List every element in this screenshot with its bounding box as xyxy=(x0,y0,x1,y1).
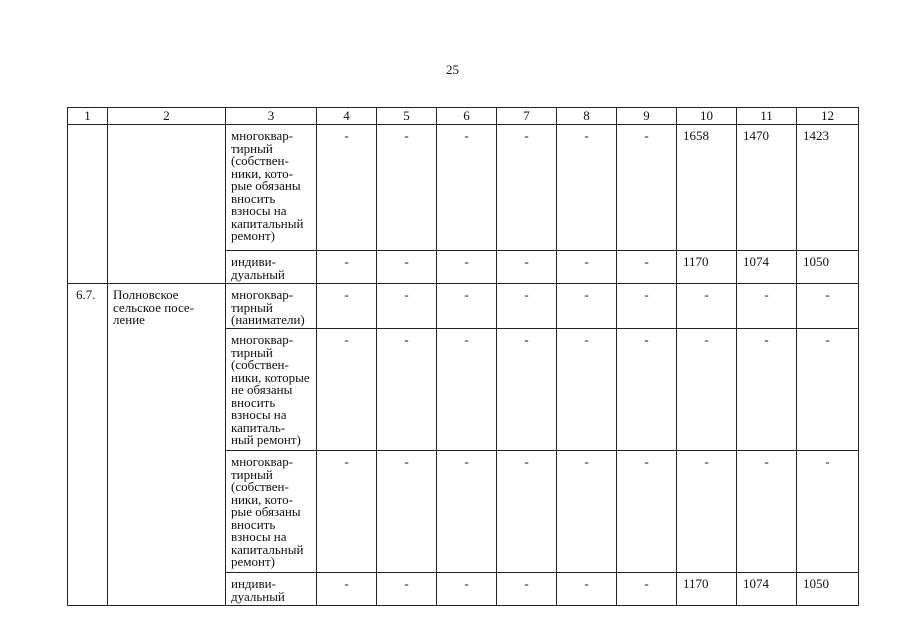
value-cell: - xyxy=(497,284,557,329)
value-cell: - xyxy=(737,284,797,329)
value-cell: - xyxy=(557,284,617,329)
housing-type-cell: многоквар- тирный (собствен- ники, которые не обязаны вносить взносы на капиталь- ный ремонт) xyxy=(226,329,317,451)
header-cell: 9 xyxy=(617,108,677,125)
header-cell: 5 xyxy=(377,108,437,125)
row-number-cell xyxy=(68,125,108,284)
value-cell: - xyxy=(557,329,617,451)
value-cell: 1170 xyxy=(677,573,737,606)
value-cell: - xyxy=(617,251,677,284)
value-cell: - xyxy=(497,329,557,451)
value-cell: 1658 xyxy=(677,125,737,251)
value-cell: - xyxy=(797,329,859,451)
header-cell: 1 xyxy=(68,108,108,125)
header-cell: 7 xyxy=(497,108,557,125)
value-cell: 1470 xyxy=(737,125,797,251)
value-cell: - xyxy=(557,125,617,251)
header-cell: 12 xyxy=(797,108,859,125)
value-cell: - xyxy=(737,451,797,573)
value-cell: - xyxy=(617,284,677,329)
value-cell: - xyxy=(317,125,377,251)
value-cell: - xyxy=(437,451,497,573)
value-cell: 1050 xyxy=(797,251,859,284)
value-cell: - xyxy=(617,451,677,573)
value-cell: 1074 xyxy=(737,251,797,284)
header-cell: 4 xyxy=(317,108,377,125)
value-cell: 1423 xyxy=(797,125,859,251)
value-cell: - xyxy=(377,329,437,451)
value-cell: - xyxy=(797,451,859,573)
value-cell: 1170 xyxy=(677,251,737,284)
tariff-table xyxy=(67,107,859,606)
header-cell: 11 xyxy=(737,108,797,125)
value-cell: - xyxy=(317,573,377,606)
value-cell: - xyxy=(497,125,557,251)
value-cell: - xyxy=(557,451,617,573)
value-cell: - xyxy=(377,573,437,606)
value-cell: - xyxy=(677,329,737,451)
housing-type-cell: индиви- дуальный xyxy=(226,573,317,606)
header-cell: 10 xyxy=(677,108,737,125)
value-cell: - xyxy=(317,451,377,573)
value-cell: 1050 xyxy=(797,573,859,606)
value-cell: 1074 xyxy=(737,573,797,606)
table-row xyxy=(68,125,859,251)
value-cell: - xyxy=(617,573,677,606)
value-cell: - xyxy=(437,284,497,329)
row-number-cell: 6.7. xyxy=(68,284,108,606)
header-row xyxy=(68,108,859,125)
value-cell: - xyxy=(377,284,437,329)
value-cell: - xyxy=(317,329,377,451)
housing-type-cell: многоквар- тирный (собствен- ники, кото- рые обязаны вносить взносы на капитальный ремонт) xyxy=(226,451,317,573)
page-number: 25 xyxy=(446,62,459,77)
value-cell: - xyxy=(497,573,557,606)
value-cell: - xyxy=(497,251,557,284)
value-cell: - xyxy=(557,573,617,606)
value-cell: - xyxy=(557,251,617,284)
header-cell: 2 xyxy=(108,108,226,125)
value-cell: - xyxy=(617,329,677,451)
value-cell: - xyxy=(377,451,437,573)
table-row xyxy=(68,284,859,329)
housing-type-cell: многоквар- тирный (наниматели) xyxy=(226,284,317,329)
header-cell: 3 xyxy=(226,108,317,125)
value-cell: - xyxy=(737,329,797,451)
value-cell: - xyxy=(317,284,377,329)
value-cell: - xyxy=(437,329,497,451)
value-cell: - xyxy=(317,251,377,284)
value-cell: - xyxy=(617,125,677,251)
value-cell: - xyxy=(677,451,737,573)
value-cell: - xyxy=(677,284,737,329)
value-cell: - xyxy=(377,125,437,251)
settlement-cell xyxy=(108,125,226,284)
value-cell: - xyxy=(497,451,557,573)
value-cell: - xyxy=(377,251,437,284)
value-cell: - xyxy=(437,125,497,251)
value-cell: - xyxy=(437,573,497,606)
header-cell: 6 xyxy=(437,108,497,125)
header-cell: 8 xyxy=(557,108,617,125)
settlement-cell: Полновское сельское посе- ление xyxy=(108,284,226,606)
housing-type-cell: многоквар- тирный (собствен- ники, кото- рые обязаны вносить взносы на капитальный ремонт) xyxy=(226,125,317,251)
value-cell: - xyxy=(437,251,497,284)
value-cell: - xyxy=(797,284,859,329)
housing-type-cell: индиви- дуальный xyxy=(226,251,317,284)
